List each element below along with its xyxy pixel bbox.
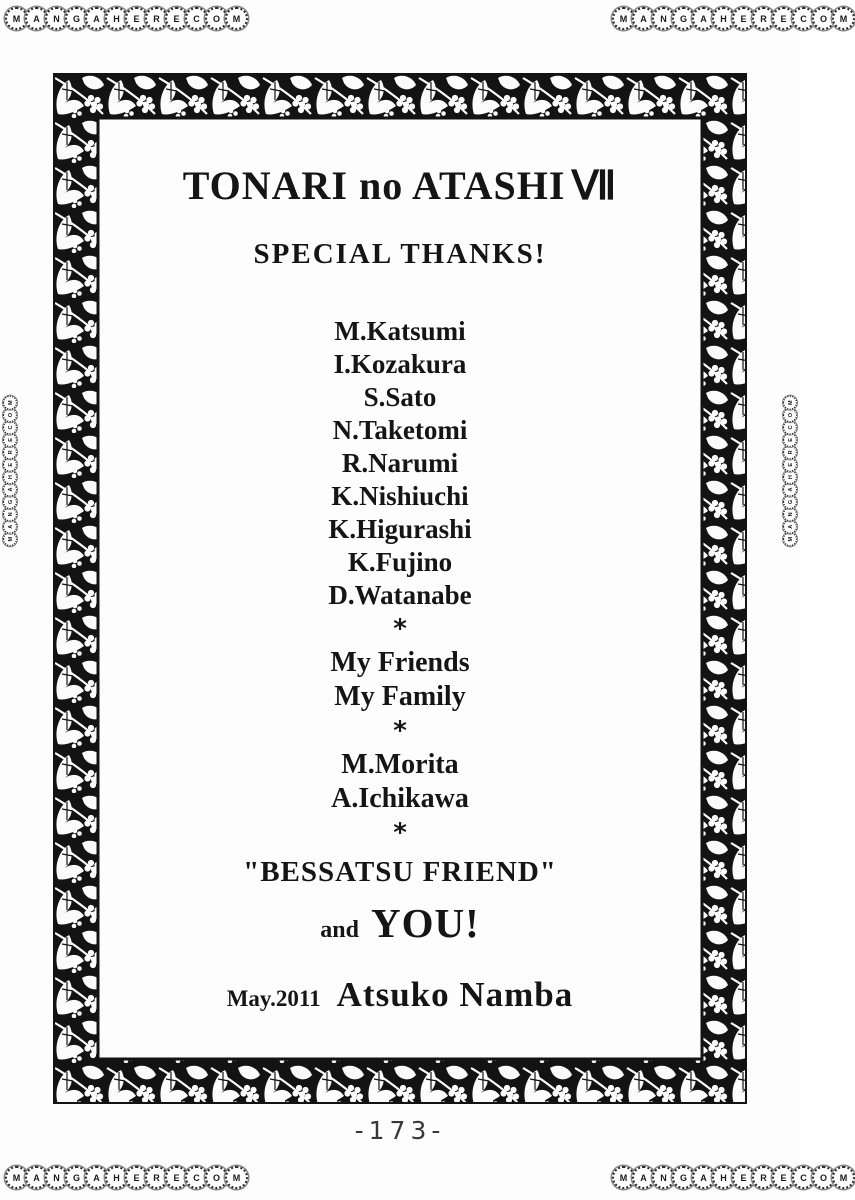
watermark-letter-badge: E: [125, 7, 148, 30]
watermark-letter-badge: A: [692, 7, 715, 30]
and-text: and: [320, 917, 359, 943]
asterisk-separator-3: *: [393, 818, 407, 848]
watermark-top-left: [5, 7, 245, 30]
watermark-letter-badge: O: [783, 408, 797, 422]
title-text: TONARI no ATASHI: [182, 163, 566, 208]
and-you-line: [98, 899, 702, 947]
watermark-letter-badge: A: [783, 482, 797, 496]
watermark-letter-badge: H: [783, 470, 797, 484]
watermark-letter-badge: A: [692, 1166, 715, 1189]
watermark-letter-badge: A: [25, 7, 48, 30]
watermark-letter-badge: M: [3, 396, 17, 410]
watermark-letter-badge: H: [3, 470, 17, 484]
personal-thanks-line: My Friends: [330, 647, 470, 678]
watermark-letter-badge: O: [3, 408, 17, 422]
watermark-letter-badge: E: [165, 1166, 188, 1189]
watermark-letter-badge: N: [783, 507, 797, 521]
watermark-bottom-left: [5, 1166, 245, 1189]
watermark-letter-badge: M: [5, 7, 28, 30]
watermark-top-right: [612, 7, 852, 30]
watermark-letter-badge: R: [3, 445, 17, 459]
watermark-letter-badge: M: [612, 7, 635, 30]
editor-name: M.Morita: [341, 749, 459, 780]
watermark-letter-badge: R: [145, 1166, 168, 1189]
credit-date: May.2011: [226, 986, 321, 1011]
watermark-letter-badge: M: [832, 7, 855, 30]
watermark-letter-badge: R: [752, 1166, 775, 1189]
page-title: [98, 164, 702, 208]
author-credit-line: [98, 975, 702, 1015]
watermark-letter-badge: M: [832, 1166, 855, 1189]
watermark-letter-badge: G: [672, 1166, 695, 1189]
watermark-letter-badge: O: [812, 7, 835, 30]
watermark-letter-badge: H: [105, 7, 128, 30]
page-number: -173-: [354, 1116, 446, 1145]
watermark-letter-badge: E: [165, 7, 188, 30]
watermark-bottom-right: [612, 1166, 852, 1189]
watermark-letter-badge: E: [772, 7, 795, 30]
watermark-letter-badge: N: [45, 7, 68, 30]
watermark-letter-badge: M: [783, 396, 797, 410]
watermark-letter-badge: M: [3, 532, 17, 546]
thanks-name: D.Watanabe: [328, 580, 472, 610]
watermark-letter-badge: E: [732, 1166, 755, 1189]
watermark-letter-badge: E: [772, 1166, 795, 1189]
thanks-name-list: [98, 315, 702, 612]
personal-thanks-list: [98, 646, 702, 714]
magazine-name: "BESSATSU FRIEND": [243, 856, 557, 888]
watermark-letter-badge: E: [783, 433, 797, 447]
watermark-letter-badge: R: [145, 7, 168, 30]
watermark-letter-badge: A: [85, 7, 108, 30]
credits-content: [98, 118, 702, 1059]
watermark-letter-badge: M: [612, 1166, 635, 1189]
special-thanks-heading: SPECIAL THANKS!: [253, 238, 547, 270]
asterisk-separator-1: *: [393, 614, 407, 644]
watermark-letter-badge: A: [3, 482, 17, 496]
watermark-letter-badge: A: [783, 520, 797, 534]
watermark-letter-badge: C: [3, 420, 17, 434]
watermark-letter-badge: M: [783, 532, 797, 546]
watermark-letter-badge: G: [65, 7, 88, 30]
watermark-letter-badge: C: [185, 7, 208, 30]
watermark-letter-badge: A: [3, 520, 17, 534]
watermark-letter-badge: O: [812, 1166, 835, 1189]
watermark-letter-badge: M: [225, 7, 248, 30]
volume-roman-numeral: Ⅶ: [571, 163, 618, 208]
thanks-name: S.Sato: [363, 382, 437, 412]
watermark-letter-badge: C: [792, 7, 815, 30]
watermark-right-vertical: [783, 400, 797, 547]
watermark-letter-badge: A: [25, 1166, 48, 1189]
thanks-name: K.Higurashi: [328, 514, 472, 544]
watermark-letter-badge: G: [65, 1166, 88, 1189]
watermark-letter-badge: M: [5, 1166, 28, 1189]
watermark-letter-badge: G: [3, 495, 17, 509]
watermark-letter-badge: R: [783, 445, 797, 459]
watermark-letter-badge: E: [783, 458, 797, 472]
asterisk-separator-2: *: [393, 716, 407, 746]
watermark-letter-badge: G: [672, 7, 695, 30]
watermark-letter-badge: H: [105, 1166, 128, 1189]
watermark-left-vertical: [3, 400, 17, 547]
watermark-letter-badge: A: [632, 7, 655, 30]
watermark-letter-badge: N: [45, 1166, 68, 1189]
watermark-letter-badge: C: [783, 420, 797, 434]
watermark-letter-badge: E: [732, 7, 755, 30]
you-text: YOU!: [370, 900, 480, 946]
watermark-letter-badge: O: [205, 1166, 228, 1189]
watermark-letter-badge: E: [3, 433, 17, 447]
watermark-letter-badge: H: [712, 1166, 735, 1189]
watermark-letter-badge: R: [752, 7, 775, 30]
watermark-letter-badge: N: [652, 7, 675, 30]
thanks-name: K.Fujino: [347, 547, 453, 577]
watermark-letter-badge: O: [205, 7, 228, 30]
editor-name: A.Ichikawa: [331, 783, 469, 814]
thanks-name: I.Kozakura: [333, 349, 467, 379]
editor-thanks-list: [98, 748, 702, 816]
thanks-name: N.Taketomi: [332, 415, 468, 445]
watermark-letter-badge: E: [125, 1166, 148, 1189]
watermark-letter-badge: M: [225, 1166, 248, 1189]
personal-thanks-line: My Family: [334, 681, 466, 712]
thanks-name: K.Nishiuchi: [331, 481, 469, 511]
watermark-letter-badge: H: [712, 7, 735, 30]
watermark-letter-badge: N: [652, 1166, 675, 1189]
watermark-letter-badge: G: [783, 495, 797, 509]
watermark-letter-badge: C: [185, 1166, 208, 1189]
thanks-name: M.Katsumi: [334, 316, 466, 346]
watermark-letter-badge: E: [3, 458, 17, 472]
watermark-letter-badge: A: [85, 1166, 108, 1189]
thanks-name: R.Narumi: [341, 448, 459, 478]
watermark-letter-badge: N: [3, 507, 17, 521]
author-name: Atsuko Namba: [336, 975, 574, 1014]
watermark-letter-badge: C: [792, 1166, 815, 1189]
watermark-letter-badge: A: [632, 1166, 655, 1189]
